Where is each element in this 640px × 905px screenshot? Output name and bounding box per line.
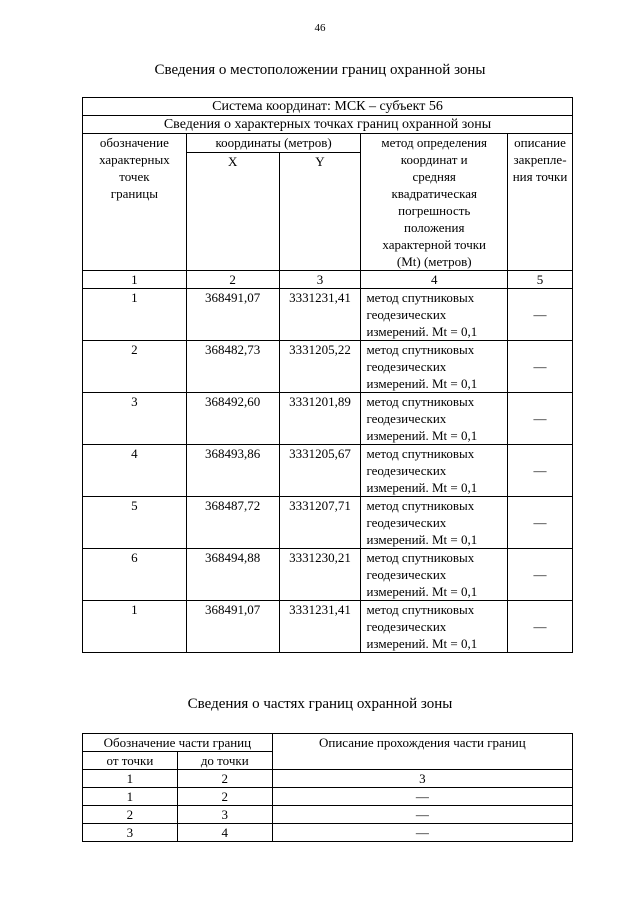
from-point: 1 — [83, 788, 178, 806]
header-description — [508, 134, 573, 271]
method-line: измерений. Mt = 0,1 — [366, 636, 478, 651]
point-description: — — [508, 289, 573, 341]
point-description: — — [508, 497, 573, 549]
column-number: 5 — [508, 271, 573, 289]
method-line: метод спутниковых — [366, 498, 475, 513]
section-title: Сведения о местоположении границ охранной зоны — [154, 62, 486, 78]
table-row — [83, 341, 573, 393]
page-number: 46 — [314, 22, 326, 34]
table-system-row — [83, 98, 573, 116]
table-row — [83, 806, 573, 824]
method-cell — [361, 289, 508, 341]
coord-y: 3331201,89 — [279, 393, 361, 445]
point-description: — — [508, 445, 573, 497]
table-subtitle: Сведения о характерных точках границ охранной зоны — [83, 116, 573, 134]
header-line: ния точки — [512, 169, 568, 184]
boundary-parts-table — [82, 733, 573, 842]
point-id: 3 — [83, 393, 187, 445]
point-id: 1 — [83, 289, 187, 341]
method-line: метод спутниковых — [366, 342, 475, 357]
table-row — [83, 788, 573, 806]
coord-x: 368492,60 — [186, 393, 279, 445]
column-number: 1 — [83, 271, 187, 289]
method-cell — [361, 341, 508, 393]
method-line: измерений. Mt = 0,1 — [366, 376, 478, 391]
characteristic-points-table — [82, 97, 573, 653]
part-description: — — [272, 788, 572, 806]
points-body — [83, 289, 573, 653]
to-point: 4 — [177, 824, 272, 842]
coord-x: 368493,86 — [186, 445, 279, 497]
header-line: обозначение — [99, 135, 169, 150]
method-cell — [361, 445, 508, 497]
point-description: — — [508, 549, 573, 601]
header-line: характерных — [99, 152, 170, 167]
method-cell — [361, 393, 508, 445]
method-line: измерений. Mt = 0,1 — [366, 324, 478, 339]
table-row — [83, 549, 573, 601]
header-line: описание — [514, 135, 566, 150]
method-line: геодезических — [366, 515, 447, 530]
coord-x: 368491,07 — [186, 289, 279, 341]
header-line: точек — [119, 169, 150, 184]
method-line: геодезических — [366, 619, 447, 634]
table-row — [83, 393, 573, 445]
parts-header-row — [83, 734, 573, 752]
header-line: метод определения — [381, 135, 488, 150]
column-number: 2 — [177, 770, 272, 788]
table-row — [83, 445, 573, 497]
header-part-description: Описание прохождения части границ — [272, 734, 572, 770]
method-line: геодезических — [366, 567, 447, 582]
method-line: измерений. Mt = 0,1 — [366, 428, 478, 443]
table-row — [83, 824, 573, 842]
part-description: — — [272, 824, 572, 842]
coord-y: 3331231,41 — [279, 601, 361, 653]
point-id: 2 — [83, 341, 187, 393]
point-id: 4 — [83, 445, 187, 497]
coord-x: 368482,73 — [186, 341, 279, 393]
column-number: 3 — [272, 770, 572, 788]
header-line: (Mt) (метров) — [396, 254, 472, 269]
method-line: метод спутниковых — [366, 394, 475, 409]
header-line: средняя — [412, 169, 456, 184]
method-line: геодезических — [366, 463, 447, 478]
point-id: 6 — [83, 549, 187, 601]
header-y: Y — [279, 153, 361, 271]
header-line: закрепле- — [513, 152, 567, 167]
method-line: геодезических — [366, 307, 447, 322]
part-description: — — [272, 806, 572, 824]
column-number: 3 — [279, 271, 361, 289]
column-number: 1 — [83, 770, 178, 788]
header-designation — [83, 134, 187, 271]
method-cell — [361, 549, 508, 601]
table-subtitle-row — [83, 116, 573, 134]
column-number: 2 — [186, 271, 279, 289]
from-point: 2 — [83, 806, 178, 824]
header-method — [361, 134, 508, 271]
column-number: 4 — [361, 271, 508, 289]
method-line: геодезических — [366, 359, 447, 374]
header-coords: координаты (метров) — [186, 134, 361, 153]
coord-y: 3331230,21 — [279, 549, 361, 601]
method-line: измерений. Mt = 0,1 — [366, 480, 478, 495]
column-numbers-row — [83, 271, 573, 289]
method-line: метод спутниковых — [366, 446, 475, 461]
coord-y: 3331205,67 — [279, 445, 361, 497]
coord-x: 368487,72 — [186, 497, 279, 549]
table-row — [83, 497, 573, 549]
coord-y: 3331207,71 — [279, 497, 361, 549]
method-line: метод спутниковых — [366, 550, 475, 565]
method-cell — [361, 497, 508, 549]
coord-x: 368494,88 — [186, 549, 279, 601]
header-x: X — [186, 153, 279, 271]
method-line: геодезических — [366, 411, 447, 426]
point-id: 5 — [83, 497, 187, 549]
table-header-row — [83, 134, 573, 153]
method-cell — [361, 601, 508, 653]
header-line: координат и — [400, 152, 468, 167]
header-line: границы — [110, 186, 158, 201]
coordinate-system: Система координат: МСК – субъект 56 — [83, 98, 573, 116]
parts-title: Сведения о частях границ охранной зоны — [187, 696, 453, 712]
header-to: до точки — [177, 752, 272, 770]
header-line: квадратическая — [391, 186, 477, 201]
header-from: от точки — [83, 752, 178, 770]
point-description: — — [508, 341, 573, 393]
header-line: характерной точки — [382, 237, 487, 252]
parts-column-numbers-row — [83, 770, 573, 788]
header-part: Обозначение части границ — [83, 734, 273, 752]
to-point: 2 — [177, 788, 272, 806]
point-description: — — [508, 393, 573, 445]
coord-x: 368491,07 — [186, 601, 279, 653]
coord-y: 3331205,22 — [279, 341, 361, 393]
to-point: 3 — [177, 806, 272, 824]
point-description: — — [508, 601, 573, 653]
method-line: измерений. Mt = 0,1 — [366, 584, 478, 599]
method-line: метод спутниковых — [366, 290, 475, 305]
header-line: погрешность — [398, 203, 471, 218]
from-point: 3 — [83, 824, 178, 842]
point-id: 1 — [83, 601, 187, 653]
method-line: измерений. Mt = 0,1 — [366, 532, 478, 547]
method-line: метод спутниковых — [366, 602, 475, 617]
header-line: положения — [404, 220, 465, 235]
parts-body — [83, 788, 573, 842]
coord-y: 3331231,41 — [279, 289, 361, 341]
table-row — [83, 601, 573, 653]
table-row — [83, 289, 573, 341]
